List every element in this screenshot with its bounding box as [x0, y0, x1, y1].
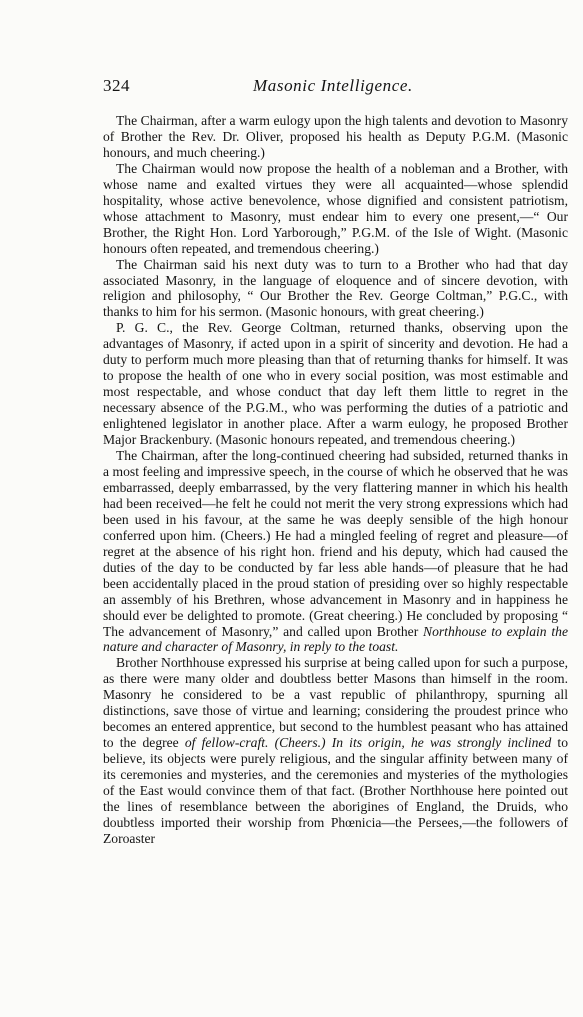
running-title: Masonic Intelligence.	[253, 76, 413, 95]
body-text	[103, 113, 568, 847]
running-head	[103, 76, 568, 100]
page-number: 324	[103, 76, 130, 95]
paragraph-italic-text: of fellow-craft. (Cheers.) In its origin, he was strongly inclined	[184, 735, 552, 751]
paragraph-text: P. G. C., the Rev. George Coltman, returned thanks, observing upon the advantages of Masonry, if acted upon in a spirit of sincerity and devotion. He had a duty to perform much more pleasing than that of returning thanks for himself. It was to propose the health of one who in every social position, was most estimable and most respectable, and whose conduct that day left them little to regret in the necessary absence of the P.G.M., who was performing the duties of a patriotic and enlightened legislator in another place. After a warm eulogy, he proposed Brother Major Brackenbury. (Masonic honours repeated, and tremendous cheering.)	[103, 320, 568, 448]
paragraph-coltman-toast	[103, 257, 568, 321]
paragraph-text-continued: to believe, its objects were purely religious, and the singular affinity between many of its ceremonies and mysteries, and the ceremonies and mysteries of the mythologies of the East would convince them of that fact. (Brother Northhouse here pointed out the lines of resemblance between the aborigines of England, the Druids, who doubtless imported their worship from Phœnicia—the Persees,—the followers of Zoroaster	[103, 735, 568, 846]
paragraph-coltman-reply	[103, 320, 568, 448]
paragraph-text: The Chairman would now propose the health of a nobleman and a Brother, with whose name and exalted virtues they were all acquainted—whose splendid hospitality, whose active benevolence, whose dignified and consistent patriotism, whose attachment to Masonry, must endear him to every one present,—“ Our Brother, the Right Hon. Lord Yarborough,” P.G.M. of the Isle of Wight. (Masonic honours often repeated, and tremendous cheering.)	[103, 160, 568, 256]
paragraph-chairman-reply	[103, 448, 568, 655]
paragraph-oliver-toast	[103, 113, 568, 161]
paragraph-text: The Chairman, after a warm eulogy upon the high talents and devotion to Masonry of Brother the Rev. Dr. Oliver, proposed his health as Deputy P.G.M. (Masonic honours, and much cheering.)	[103, 113, 568, 160]
paragraph-text: The Chairman said his next duty was to turn to a Brother who had that day associated Masonry, in the language of eloquence and of sincere devotion, with religion and philosophy, “ Our Brother the Rev. George Coltman,” P.G.C., with thanks to him for his sermon. (Masonic honours, with great cheering.)	[103, 256, 568, 320]
paragraph-northhouse-reply	[103, 655, 568, 846]
paragraph-yarborough-toast	[103, 161, 568, 257]
paragraph-text: Brother Northhouse expressed his surprise at being called upon for such a purpose, as there were many older and doubtless better Masons than himself in the room. Masonry he considered to be a vast republic of philanthropy, spurning all distinctions, save those of virtue and learning; considering the proudest prince who becomes an entered apprentice, but second to the humblest peasant who has attained to the degree	[103, 655, 568, 751]
paragraph-italic-text: Northhouse to explain the nature and character of Masonry, in reply to the toast.	[103, 623, 568, 655]
paragraph-text: The Chairman, after the long-continued cheering had subsided, returned thanks in a most feeling and impressive speech, in the course of which he observed that he was embarrassed, deeply embarrassed, by the very flattering manner in which his health had been received—he felt he could not merit the very strong expressions which had been used in his favour, at the same he was deeply sensible of the high honour conferred upon him. (Cheers.) He had a mingled feeling of regret and pleasure—of regret at the absence of his right hon. friend and his deputy, which had caused the duties of the day to be conducted by far less able hands—of pleasure that he had been accidentally placed in the proud station of presiding over so highly respectable an assembly of his Brethren, whose advancement in Masonry and in happiness he should ever be delighted to promote. (Great cheering.) He concluded by proposing “ The advancement of Masonry,” and called upon Brother	[103, 448, 568, 639]
